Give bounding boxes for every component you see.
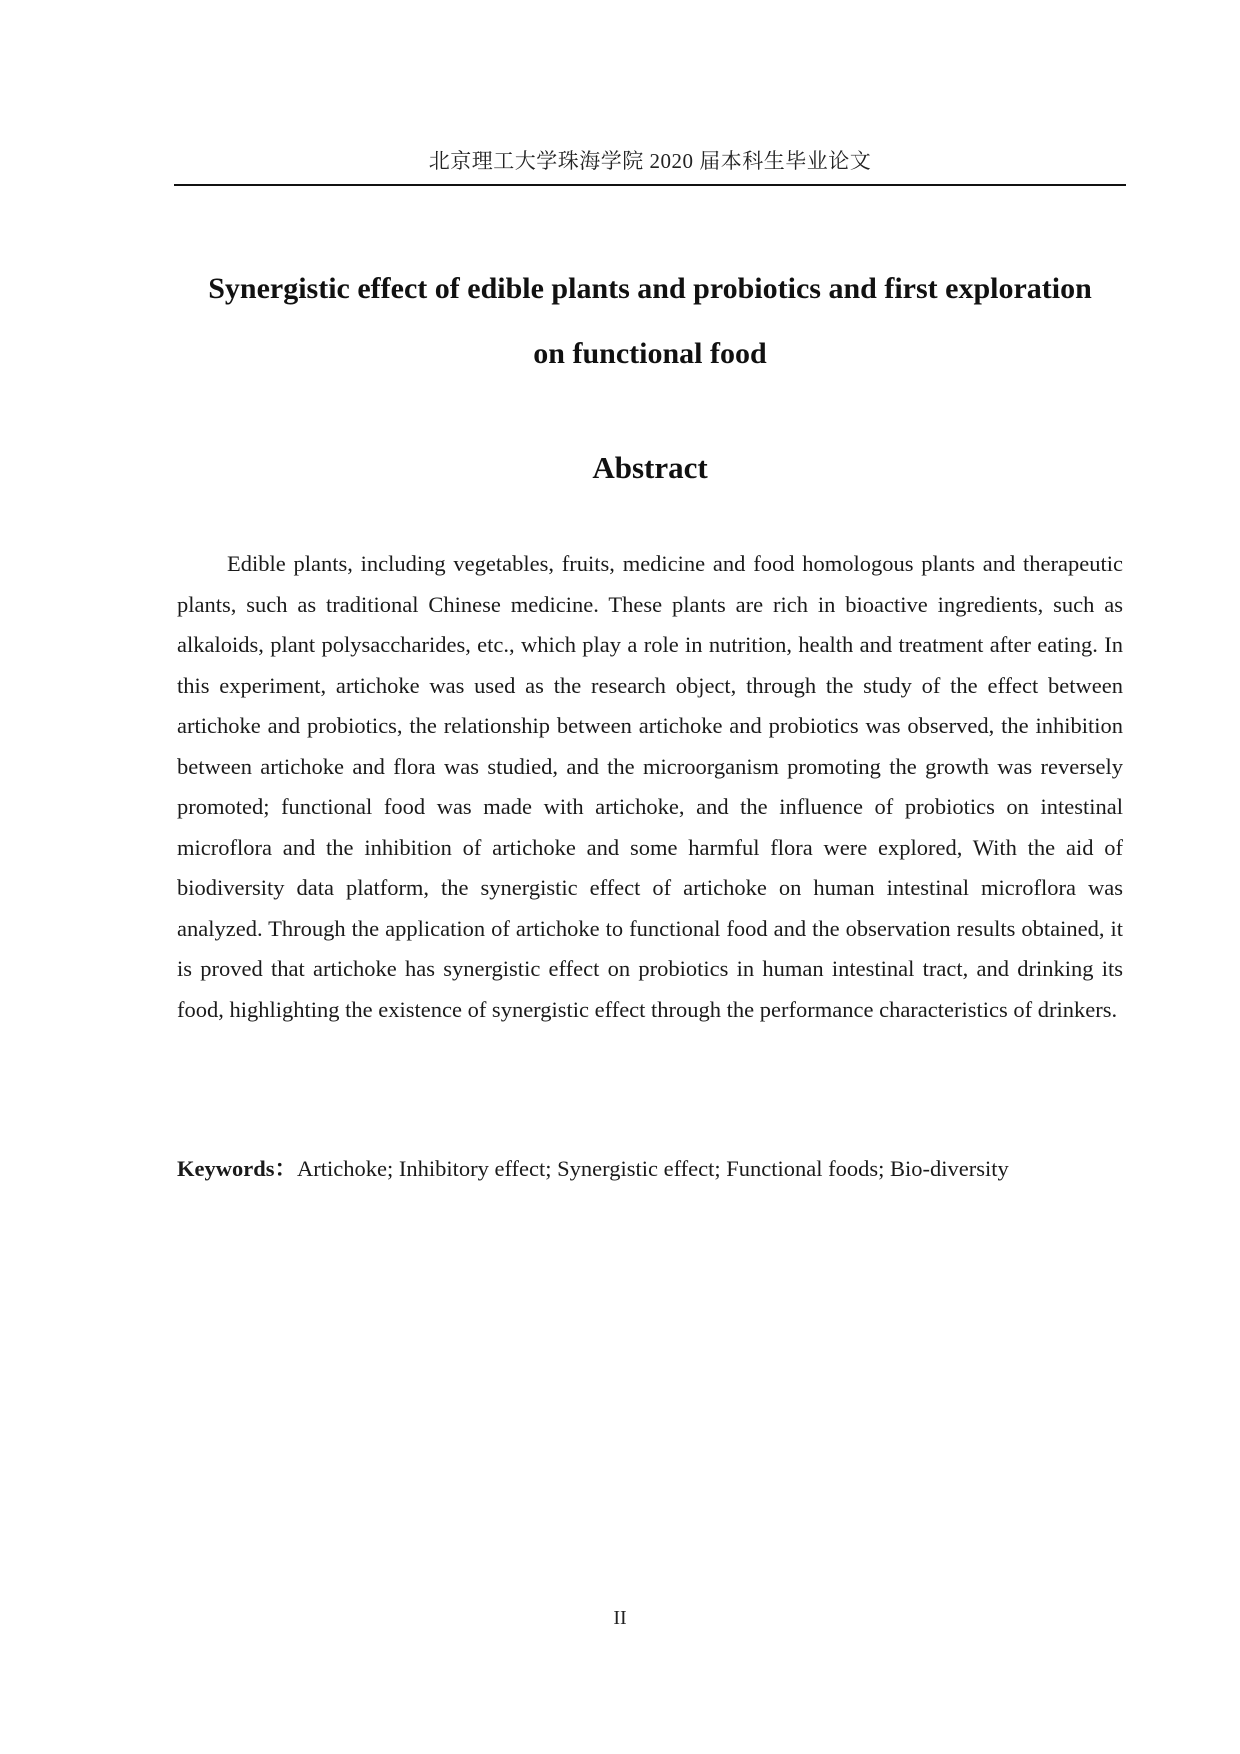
keywords-line (177, 1153, 1123, 1185)
keywords-label: Keywords： (177, 1156, 297, 1181)
running-header: 北京理工大学珠海学院 2020 届本科生毕业论文 (428, 149, 872, 173)
page-number: II (613, 1607, 627, 1629)
thesis-title-line-1: Synergistic effect of edible plants and probiotics and first exploration (208, 272, 1092, 305)
thesis-title (174, 256, 1126, 386)
abstract-body: Edible plants, including vegetables, fruits, medicine and food homologous plants and therapeutic plants, such as traditional Chinese medicine. These plants are rich in bioactive ingredients, such as alkaloids, plant polysaccharides, etc., which play a role in nutrition, health and treatment after eating. In this experiment, artichoke was used as the research object, through the study of the effect between artichoke and probiotics, the relationship between artichoke and probiotics was observed, the inhibition between artichoke and flora was studied, and the microorganism promoting the growth was reversely promoted; functional food was made with artichoke, and the influence of probiotics on intestinal microflora and the inhibition of artichoke and some harmful flora were explored, With the aid of biodiversity data platform, the synergistic effect of artichoke on human intestinal microflora was analyzed. Through the application of artichoke to functional food and the observation results obtained, it is proved that artichoke has synergistic effect on probiotics in human intestinal tract, and drinking its food, highlighting the existence of synergistic effect through the performance characteristics of drinkers. (177, 551, 1123, 1022)
abstract-heading: Abstract (592, 450, 708, 485)
header-rule (174, 184, 1126, 186)
thesis-title-line-2: on functional food (533, 337, 767, 370)
keywords-text: Artichoke; Inhibitory effect; Synergistic effect; Functional foods; Bio-diversity (297, 1156, 1009, 1181)
